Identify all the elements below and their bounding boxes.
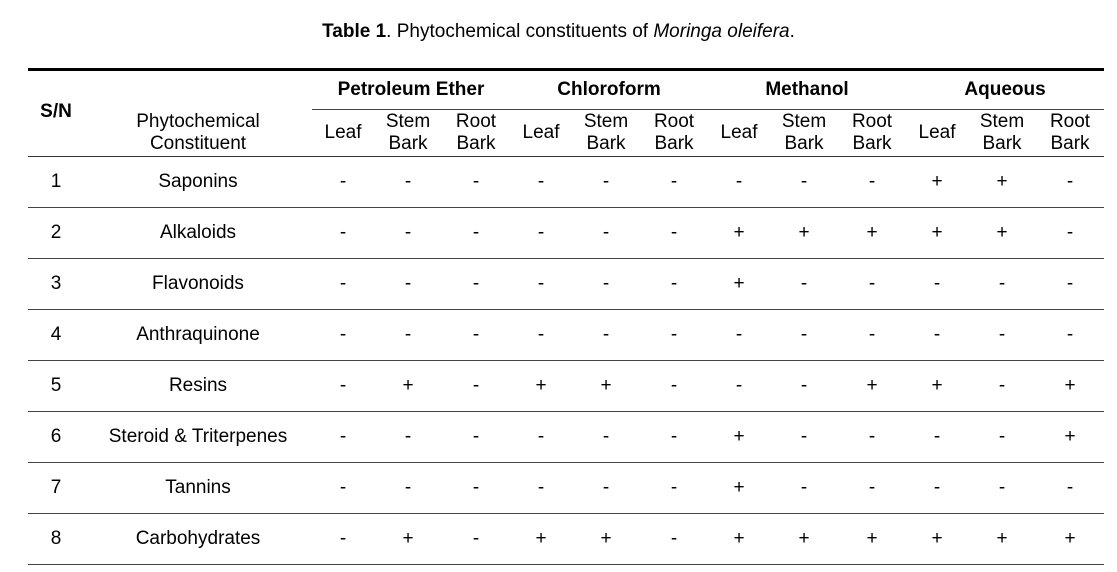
result-cell: - <box>640 208 708 259</box>
sn-header: S/N <box>28 70 84 157</box>
row-constituent: Tannins <box>84 463 312 514</box>
result-cell: + <box>708 208 770 259</box>
sub-header-line1: Leaf <box>324 122 362 143</box>
result-cell: - <box>770 157 838 208</box>
sub-header-line2: Bark <box>388 133 428 154</box>
sub-header-line2: Bark <box>654 133 694 154</box>
result-cell: - <box>312 208 374 259</box>
table-caption <box>0 20 1117 44</box>
sub-header-line2: Bark <box>852 133 892 154</box>
result-cell: + <box>906 208 968 259</box>
row-sn: 5 <box>28 361 84 412</box>
result-cell: + <box>374 514 442 565</box>
result-cell: - <box>906 259 968 310</box>
result-cell: - <box>708 310 770 361</box>
sub-header-leaf <box>312 110 374 157</box>
result-cell: + <box>572 361 640 412</box>
result-cell: + <box>374 361 442 412</box>
result-cell: - <box>770 361 838 412</box>
row-sn: 1 <box>28 157 84 208</box>
table-row <box>28 361 1104 412</box>
result-cell: - <box>770 310 838 361</box>
group-header-chloroform: Chloroform <box>510 70 708 110</box>
sub-header-line1: Leaf <box>522 122 560 143</box>
result-cell: - <box>640 412 708 463</box>
result-cell: - <box>708 361 770 412</box>
caption-lead: Table 1 <box>322 21 387 42</box>
result-cell: + <box>708 259 770 310</box>
result-cell: - <box>442 310 510 361</box>
result-cell: - <box>770 259 838 310</box>
result-cell: - <box>442 259 510 310</box>
constituent-header-line2: Constituent <box>149 132 247 154</box>
result-cell: - <box>510 310 572 361</box>
result-cell: + <box>1036 412 1104 463</box>
result-cell: - <box>640 259 708 310</box>
sub-header-line1: Root <box>455 111 497 132</box>
result-cell: - <box>442 463 510 514</box>
sub-header-leaf <box>906 110 968 157</box>
sub-header-line1: Root <box>653 111 695 132</box>
sub-header-line1: Root <box>1049 111 1091 132</box>
result-cell: + <box>968 514 1036 565</box>
result-cell: - <box>510 259 572 310</box>
result-cell: - <box>510 157 572 208</box>
sub-header-stem-bark <box>572 110 640 157</box>
result-cell: - <box>312 361 374 412</box>
result-cell: - <box>1036 310 1104 361</box>
sub-header-line2: Bark <box>586 133 626 154</box>
result-cell: - <box>510 463 572 514</box>
result-cell: - <box>968 310 1036 361</box>
caption-end: . <box>789 21 795 42</box>
result-cell: - <box>312 514 374 565</box>
result-cell: - <box>640 514 708 565</box>
result-cell: - <box>312 310 374 361</box>
sub-header-line1: Stem <box>385 111 431 132</box>
result-cell: - <box>906 412 968 463</box>
result-cell: + <box>708 412 770 463</box>
result-cell: - <box>770 463 838 514</box>
sub-header-leaf <box>510 110 572 157</box>
row-constituent: Anthraquinone <box>84 310 312 361</box>
group-header-aqueous: Aqueous <box>906 70 1104 110</box>
result-cell: - <box>442 157 510 208</box>
result-cell: - <box>1036 208 1104 259</box>
sub-header-root-bark <box>640 110 708 157</box>
result-cell: - <box>572 259 640 310</box>
result-cell: - <box>640 157 708 208</box>
result-cell: + <box>838 361 906 412</box>
result-cell: - <box>572 412 640 463</box>
result-cell: + <box>770 208 838 259</box>
result-cell: - <box>968 361 1036 412</box>
table-row <box>28 208 1104 259</box>
row-constituent: Steroid & Triterpenes <box>84 412 312 463</box>
table-row <box>28 310 1104 361</box>
row-constituent: Alkaloids <box>84 208 312 259</box>
group-header-petroleum-ether: Petroleum Ether <box>312 70 510 110</box>
caption-species: Moringa oleifera <box>653 21 790 42</box>
result-cell: - <box>510 412 572 463</box>
table-row <box>28 514 1104 565</box>
result-cell: + <box>968 157 1036 208</box>
table-row <box>28 259 1104 310</box>
result-cell: - <box>708 157 770 208</box>
result-cell: - <box>1036 259 1104 310</box>
result-cell: - <box>838 463 906 514</box>
row-sn: 4 <box>28 310 84 361</box>
result-cell: + <box>708 463 770 514</box>
sub-header-line2: Bark <box>456 133 496 154</box>
result-cell: + <box>906 514 968 565</box>
result-cell: + <box>968 208 1036 259</box>
group-header-methanol: Methanol <box>708 70 906 110</box>
row-constituent: Resins <box>84 361 312 412</box>
row-constituent: Flavonoids <box>84 259 312 310</box>
result-cell: - <box>1036 463 1104 514</box>
result-cell: - <box>312 412 374 463</box>
sub-header-line1: Root <box>851 111 893 132</box>
result-cell: - <box>906 310 968 361</box>
result-cell: - <box>770 412 838 463</box>
result-cell: - <box>442 208 510 259</box>
result-cell: + <box>906 361 968 412</box>
result-cell: - <box>640 310 708 361</box>
sub-header-line1: Leaf <box>918 122 956 143</box>
caption-text: . Phytochemical constituents of <box>386 21 654 42</box>
sub-header-stem-bark <box>374 110 442 157</box>
result-cell: - <box>442 361 510 412</box>
result-cell: - <box>374 463 442 514</box>
result-cell: - <box>510 208 572 259</box>
result-cell: - <box>442 514 510 565</box>
result-cell: - <box>640 463 708 514</box>
table-row <box>28 463 1104 514</box>
sub-header-line2: Bark <box>982 133 1022 154</box>
result-cell: - <box>572 310 640 361</box>
result-cell: - <box>312 259 374 310</box>
sub-header-line1: Stem <box>979 111 1025 132</box>
result-cell: - <box>838 259 906 310</box>
result-cell: + <box>510 514 572 565</box>
header-sub-row <box>28 110 1104 157</box>
sub-header-line2: Bark <box>1050 133 1090 154</box>
result-cell: - <box>572 157 640 208</box>
sub-header-line1: Stem <box>583 111 629 132</box>
result-cell: - <box>968 463 1036 514</box>
sub-header-line1: Stem <box>781 111 827 132</box>
sub-header-stem-bark <box>770 110 838 157</box>
result-cell: - <box>640 361 708 412</box>
result-cell: - <box>1036 157 1104 208</box>
result-cell: + <box>838 514 906 565</box>
sub-header-leaf <box>708 110 770 157</box>
result-cell: - <box>374 157 442 208</box>
result-cell: - <box>906 463 968 514</box>
sub-header-line1: Leaf <box>720 122 758 143</box>
result-cell: - <box>968 259 1036 310</box>
result-cell: - <box>838 310 906 361</box>
result-cell: - <box>838 412 906 463</box>
result-cell: + <box>1036 514 1104 565</box>
constituent-header <box>84 110 312 157</box>
sub-header-stem-bark <box>968 110 1036 157</box>
result-cell: - <box>312 463 374 514</box>
table-row <box>28 157 1104 208</box>
result-cell: + <box>708 514 770 565</box>
result-cell: + <box>572 514 640 565</box>
table-row <box>28 412 1104 463</box>
result-cell: - <box>374 259 442 310</box>
row-sn: 8 <box>28 514 84 565</box>
sub-header-root-bark <box>442 110 510 157</box>
result-cell: + <box>906 157 968 208</box>
result-cell: - <box>442 412 510 463</box>
phytochemical-table <box>28 68 1104 565</box>
row-constituent: Carbohydrates <box>84 514 312 565</box>
result-cell: + <box>510 361 572 412</box>
constituent-header-line1: Phytochemical <box>136 110 260 132</box>
sub-header-root-bark <box>1036 110 1104 157</box>
header-group-row <box>28 70 1104 110</box>
result-cell: + <box>838 208 906 259</box>
row-sn: 3 <box>28 259 84 310</box>
result-cell: - <box>968 412 1036 463</box>
row-sn: 7 <box>28 463 84 514</box>
result-cell: - <box>374 310 442 361</box>
row-sn: 2 <box>28 208 84 259</box>
header-spacer <box>84 70 312 110</box>
row-constituent: Saponins <box>84 157 312 208</box>
result-cell: - <box>572 208 640 259</box>
result-cell: - <box>312 157 374 208</box>
sub-header-root-bark <box>838 110 906 157</box>
sub-header-line2: Bark <box>784 133 824 154</box>
table-body <box>28 157 1104 565</box>
result-cell: - <box>374 412 442 463</box>
result-cell: + <box>770 514 838 565</box>
result-cell: - <box>838 157 906 208</box>
result-cell: + <box>1036 361 1104 412</box>
result-cell: - <box>374 208 442 259</box>
row-sn: 6 <box>28 412 84 463</box>
result-cell: - <box>572 463 640 514</box>
